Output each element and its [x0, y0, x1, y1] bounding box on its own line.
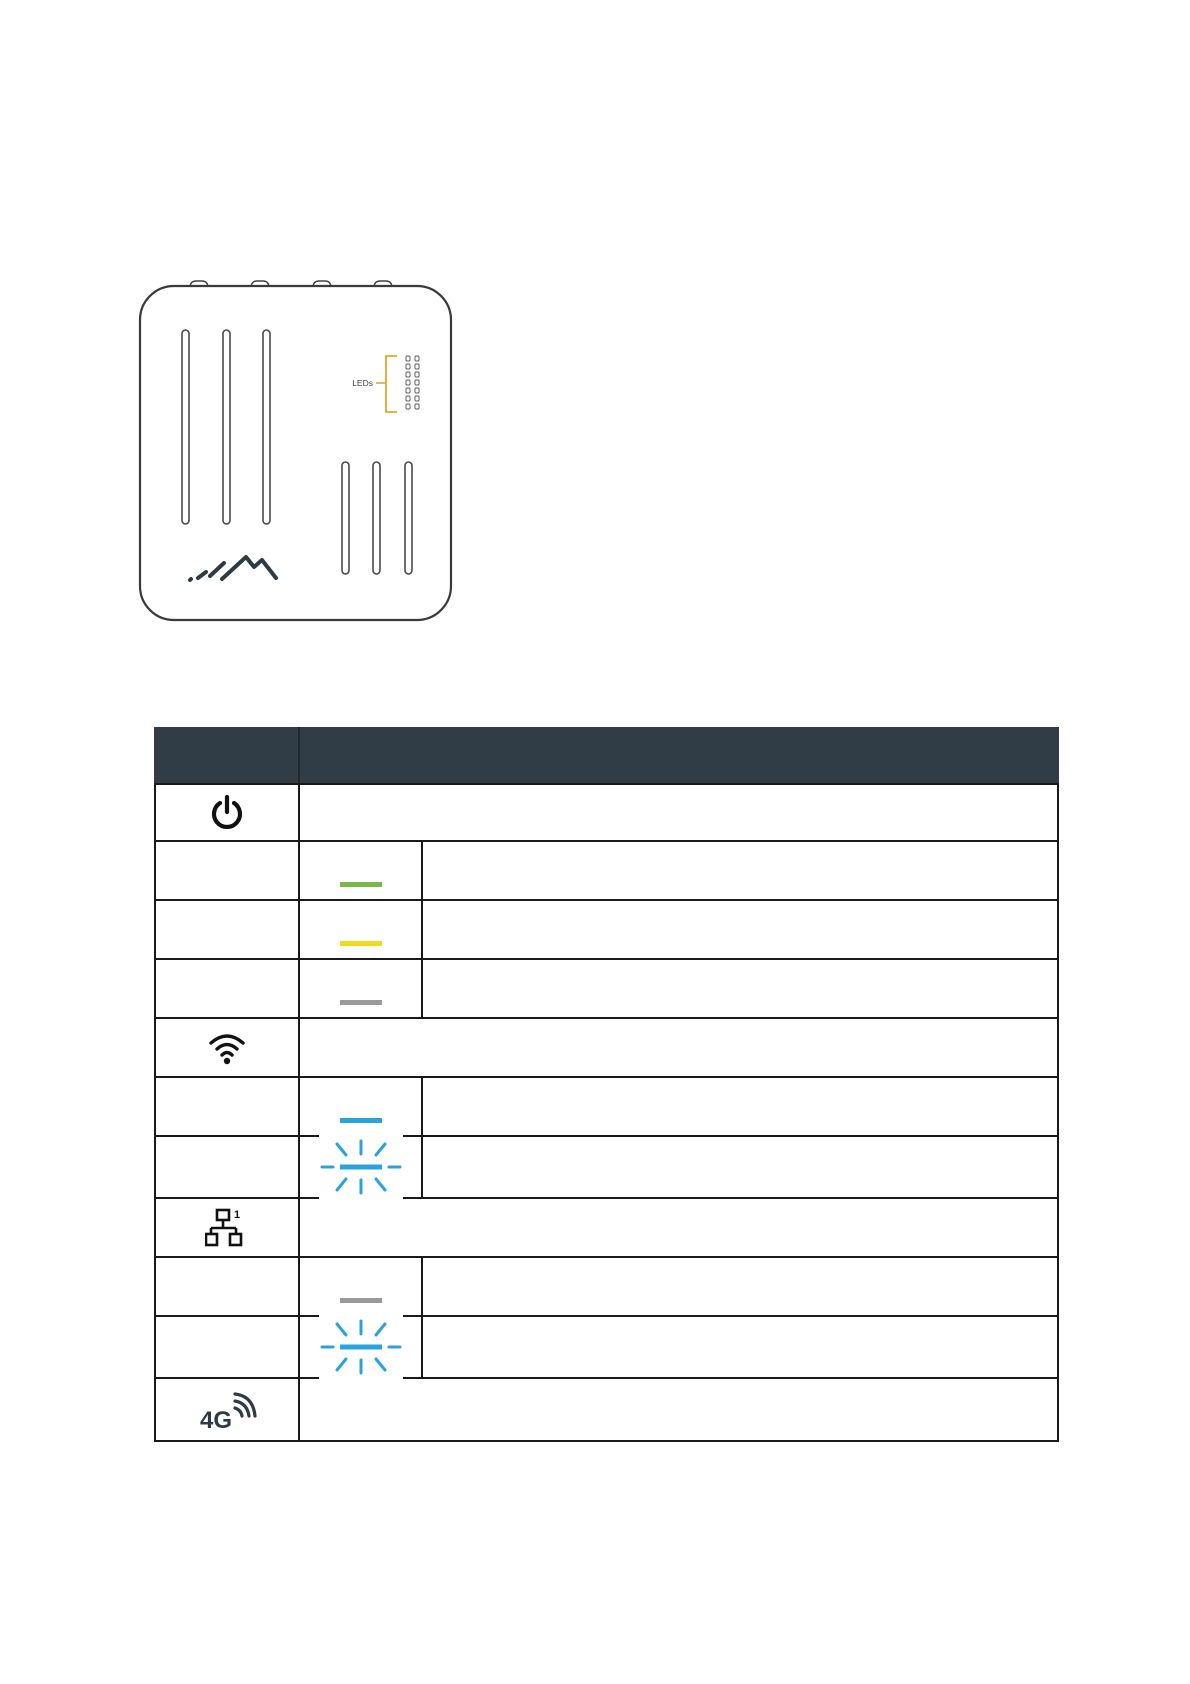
4g-signal-icon	[197, 1388, 257, 1432]
group-icon-cell	[154, 785, 300, 840]
row-line	[154, 1076, 1059, 1078]
group-icon-cell	[154, 1199, 300, 1256]
row-line	[154, 1256, 1059, 1258]
table-border-right	[1057, 783, 1059, 1442]
row-line	[154, 958, 1059, 960]
row-line	[154, 1440, 1059, 1442]
color-column-divider	[421, 840, 423, 1017]
table-header	[154, 727, 1059, 783]
row-line	[154, 1315, 1059, 1317]
color-column-divider	[421, 1076, 423, 1197]
header-divider	[298, 727, 300, 783]
row-line	[154, 899, 1059, 901]
power-icon	[207, 793, 247, 833]
lan-port-number: 1	[234, 1208, 241, 1221]
led-swatch-green	[340, 882, 382, 887]
icon-column-divider	[298, 783, 300, 1442]
ethernet-lan1-icon	[205, 1206, 249, 1250]
led-blinking-blue-icon	[319, 1315, 403, 1379]
row-line	[154, 840, 1059, 842]
led-swatch-blue	[340, 1118, 382, 1123]
led-callout-label: LEDs	[352, 378, 373, 388]
led-swatch-yellow	[340, 941, 382, 946]
led-status-table	[154, 727, 1059, 1442]
4g-label: 4G	[200, 1406, 233, 1432]
table-border-left	[154, 783, 156, 1442]
row-line	[154, 1135, 1059, 1137]
device-illustration	[138, 276, 454, 622]
group-icon-cell	[154, 1379, 300, 1440]
group-icon-cell	[154, 1019, 300, 1076]
color-column-divider	[421, 1256, 423, 1377]
led-blinking-blue-icon	[319, 1135, 403, 1199]
wifi-icon	[207, 1030, 247, 1066]
led-swatch-grey	[340, 1298, 382, 1303]
led-swatch-grey	[340, 1000, 382, 1005]
